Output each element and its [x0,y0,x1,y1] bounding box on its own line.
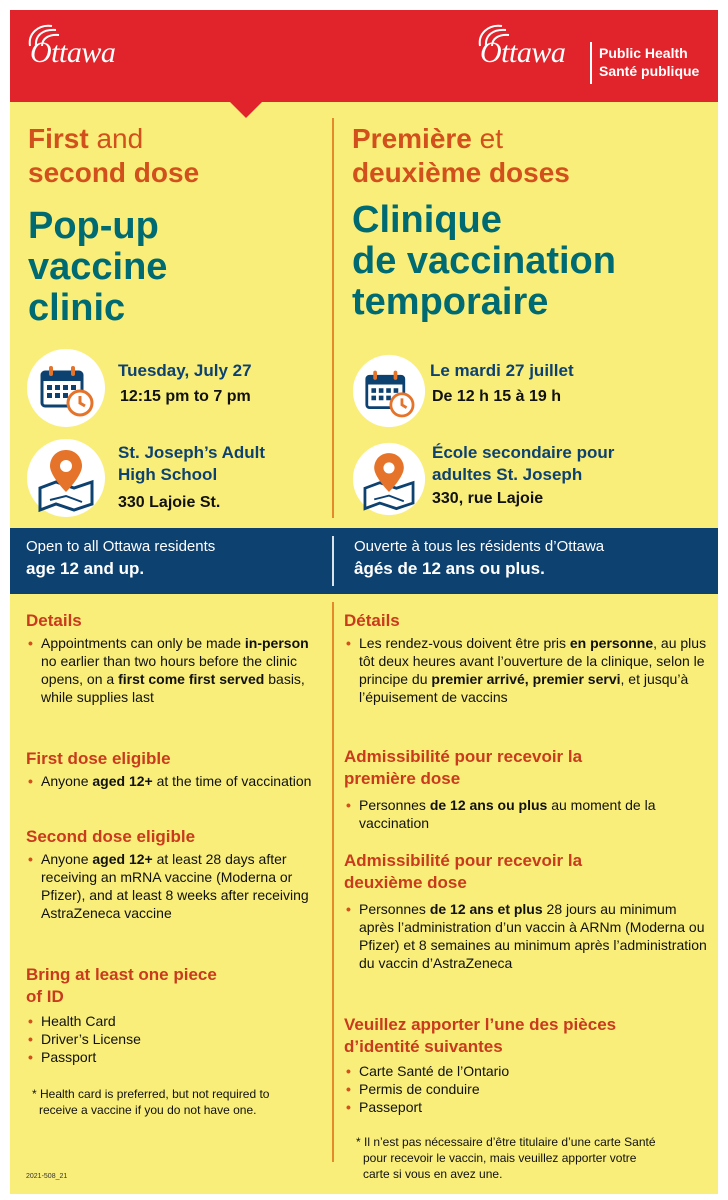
list-item: • Driver’s License [28,1030,328,1048]
fr-second-bold: de 12 ans et plus [429,901,543,917]
fr-date: Le mardi 27 juillet [430,361,574,380]
fr-location-line: adultes St. Joseph [432,465,583,484]
fr-second-text: 28 jours au minimum après l’administration d’un vaccin à ARNm (Moderna ou Pfizer) et 8 semaines au minimum après l’administration du vaccin d’AstraZeneca [359,901,707,971]
en-band-period: . [139,559,145,578]
fr-time: De 12 h 15 à 19 h [432,388,561,405]
fr-second-text: Personnes [359,901,430,917]
en-time: 12:15 pm to 7 pm [120,388,251,405]
ottawa-logo-right [480,36,565,70]
fr-first-heading-line: première dose [344,769,461,788]
fr-second-heading-line: deuxième dose [344,873,467,892]
en-note-line: receive a vaccine if you do not have one. [39,1103,257,1117]
en-details-text: basis, while supplies last [41,671,305,705]
ottawa-logo-left [30,36,115,70]
public-health-fr: Santé publique [599,63,700,79]
en-location-line: St. Joseph’s Adult [118,443,266,462]
en-details-list [28,634,328,706]
fr-location-name [432,442,614,486]
en-second-text: at least 28 days after receiving an mRNA vaccine (Moderna or Pfizer), and at least 8 weeks after receiving AstraZeneca vaccine [41,851,309,921]
fr-details-bold: premier arrivé, premier servi [431,671,621,687]
list-item: • Passeport [346,1098,708,1116]
en-first-bold: aged 12+ [92,773,153,789]
en-clinic-title-line: Pop-up [28,205,159,247]
logo-wordmark: Ottawa [30,36,116,69]
fr-dose-title-line2: deuxième doses [352,157,570,188]
fr-note-line: carte si vous en avez une. [363,1167,503,1181]
en-date: Tuesday, July 27 [118,361,252,380]
fr-first-heading [344,746,582,790]
list-item: • Passport [28,1048,328,1066]
en-id-heading-line: of ID [26,987,64,1006]
list-item [346,900,708,972]
header-notch [230,102,262,118]
fr-first-list [346,796,708,832]
en-address: 330 Lajoie St. [118,494,221,511]
en-dose-title-normal: and [88,123,144,154]
en-note [32,1086,269,1118]
fr-band-age: âgés de 12 ans ou plus [354,559,541,578]
fr-first-bold: de 12 ans ou plus [429,797,548,813]
fr-id-heading [344,1014,616,1058]
fr-clinic-title-line: de vaccination [352,240,616,282]
en-id-list [28,1012,328,1066]
fr-second-list [346,900,708,972]
fr-location-line: École secondaire pour [432,443,615,462]
en-band-line1: Open to all Ottawa residents [26,538,216,555]
en-clinic-title-line: vaccine [28,246,168,288]
fr-band-text [354,536,604,581]
list-item: • Carte Santé de l’Ontario [346,1062,708,1080]
fr-details-heading: Détails [344,611,400,630]
fr-band-line1: Ouverte à tous les résidents d’Ottawa [354,538,605,555]
fr-id-list [346,1062,708,1116]
header-bar [10,10,718,102]
calendar-clock-icon [352,354,426,428]
en-first-heading: First dose eligible [26,749,171,768]
fr-dose-title-normal: et [471,123,504,154]
fr-clinic-title-line: temporaire [352,281,549,323]
fr-details-list [346,634,708,706]
fr-details-text: , et jusqu’à l’épuisement de vaccins [359,671,689,705]
fr-details-text: , au plus tôt deux heures avant l’ouverture de la clinique, selon le principe du [359,635,707,687]
fr-note-line: * Il n’est pas nécessaire d’être titulaire d’une carte Santé [356,1135,656,1149]
fr-clinic-title-line: Clinique [352,199,502,241]
en-id-heading-line: Bring at least one piece [26,965,217,984]
en-band-age: age 12 and up [26,559,140,578]
list-item [28,850,328,922]
poster [10,10,718,1194]
fr-details-bold: en personne [569,635,654,651]
en-first-list [28,772,328,790]
en-dose-title-line2: second dose [28,157,200,188]
en-second-list [28,850,328,922]
en-dose-title-bold: First [28,123,89,154]
fr-first-text: Personnes [359,797,430,813]
en-location-line: High School [118,465,218,484]
en-location-name [118,442,265,486]
fr-details-text: Les rendez-vous doivent être pris [359,635,570,651]
en-band-text [26,536,215,581]
band-divider [332,536,334,586]
en-details-bold: first come first served [118,671,265,687]
fr-id-heading-line: Veuillez apporter l’une des pièces [344,1015,617,1034]
list-item: • Permis de conduire [346,1080,708,1098]
fr-second-heading [344,850,582,894]
column-divider-bottom [332,602,334,1162]
en-clinic-title [28,206,167,329]
map-pin-icon [26,438,106,518]
en-dose-title [28,122,199,190]
fr-first-text: au moment de la vaccination [359,797,656,831]
fr-dose-title [352,122,570,190]
public-health-label [599,44,699,80]
fr-clinic-title [352,200,616,323]
list-item: • Health Card [28,1012,328,1030]
fr-dose-title-bold: Première [352,123,472,154]
fr-band-period: . [540,559,545,578]
en-first-text: at the time of vaccination [152,773,312,789]
list-item [346,796,708,832]
en-details-heading: Details [26,611,82,630]
logo-divider [590,42,592,84]
calendar-clock-icon [26,348,106,428]
fr-note-line: pour recevoir le vaccin, mais veuillez apporter votre [363,1151,637,1165]
fr-first-heading-line: Admissibilité pour recevoir la [344,747,583,766]
en-id-heading [26,964,217,1008]
logo-wordmark: Ottawa [480,36,566,69]
public-health-en: Public Health [599,45,688,61]
list-item [28,772,328,790]
en-first-text: Anyone [41,773,93,789]
document-code: 2021-508_21 [26,1173,68,1180]
column-divider-top [332,118,334,518]
map-pin-icon [352,442,426,516]
en-second-heading: Second dose eligible [26,827,196,846]
fr-address: 330, rue Lajoie [432,490,544,507]
en-clinic-title-line: clinic [28,287,126,329]
en-second-text: Anyone [41,851,93,867]
en-details-text: Appointments can only be made [41,635,245,651]
en-note-line: * Health card is preferred, but not required to [32,1087,270,1101]
en-second-bold: aged 12+ [92,851,153,867]
fr-note [356,1134,656,1182]
fr-second-heading-line: Admissibilité pour recevoir la [344,851,583,870]
en-details-text: no earlier than two hours before the clinic opens, on a [41,653,298,687]
list-item [28,634,328,706]
fr-id-heading-line: d’identité suivantes [344,1037,503,1056]
en-details-bold: in-person [244,635,309,651]
list-item [346,634,708,706]
